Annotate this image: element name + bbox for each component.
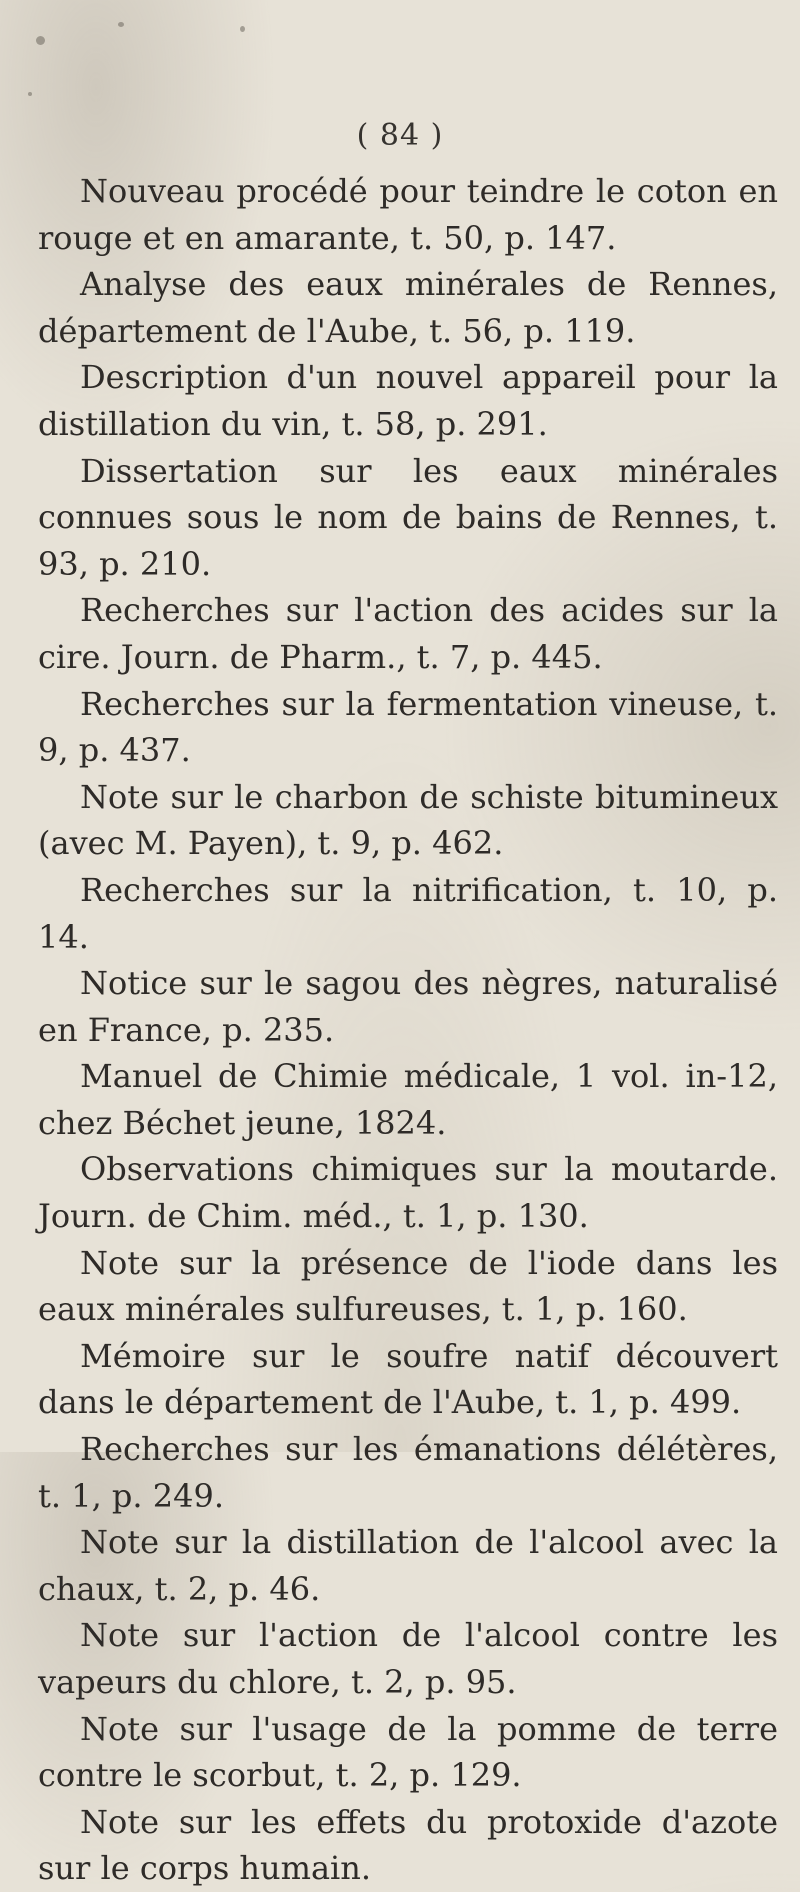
bibliography-entry: Manuel de Chimie médicale, 1 vol. in-12, chez Béchet jeune, 1824. [38, 1057, 778, 1142]
bibliography-entry: Note sur le charbon de schiste bitumineux (avec M. Payen), t. 9, p. 462. [38, 777, 778, 863]
bibliography-entry: Recherches sur l'action des acides sur la cire. Journ. de Pharm., t. 7, p. 445. [38, 591, 778, 676]
bibliography-entry: Note sur l'usage de la pomme de terre contre le scorbut, t. 2, p. 129. [38, 1709, 778, 1795]
bibliography-entry: Nouveau procédé pour teindre le coton en rouge et en amarante, t. 50, p. 147. [38, 172, 778, 257]
bibliography-entry: Analyse des eaux minérales de Rennes, département de l'Aube, t. 56, p. 119. [38, 265, 778, 350]
bibliography-entry: Note sur la distillation de l'alcool avec la chaux, t. 2, p. 46. [38, 1523, 778, 1608]
page-number: ( 84 ) [356, 118, 444, 153]
bibliography-entry: Recherches sur les émanations délétères, t. 1, p. 249. [38, 1430, 778, 1515]
paper-stain [36, 36, 45, 45]
bibliography-list [38, 168, 778, 1892]
bibliography-entry: Mémoire sur le soufre natif découvert dans le département de l'Aube, t. 1, p. 499. [38, 1336, 778, 1422]
bibliography-entry: Observations chimiques sur la moutarde. Journ. de Chim. méd., t. 1, p. 130. [38, 1150, 778, 1236]
bibliography-entry: Description d'un nouvel appareil pour la distillation du vin, t. 58, p. 291. [38, 358, 778, 443]
paper-stain [118, 22, 124, 27]
bibliography-entry: Note sur l'action de l'alcool contre les vapeurs du chlore, t. 2, p. 95. [38, 1616, 778, 1701]
bibliography-entry: Recherches sur la nitrification, t. 10, p. 14. [38, 870, 778, 956]
bibliography-entry: Note sur les effets du protoxide d'azote sur le corps humain. [38, 1802, 778, 1888]
bibliography-entry: Notice sur le sagou des nègres, naturalisé en France, p. 235. [38, 964, 778, 1049]
paper-stain [240, 26, 245, 32]
bibliography-entry: Recherches sur la fermentation vineuse, t. 9, p. 437. [38, 684, 778, 770]
paper-stain [28, 92, 32, 96]
bibliography-entry: Dissertation sur les eaux minérales connues sous le nom de bains de Rennes, t. 93, p. 210. [38, 451, 778, 583]
bibliography-entry: Note sur la présence de l'iode dans les eaux minérales sulfureuses, t. 1, p. 160. [38, 1243, 778, 1329]
